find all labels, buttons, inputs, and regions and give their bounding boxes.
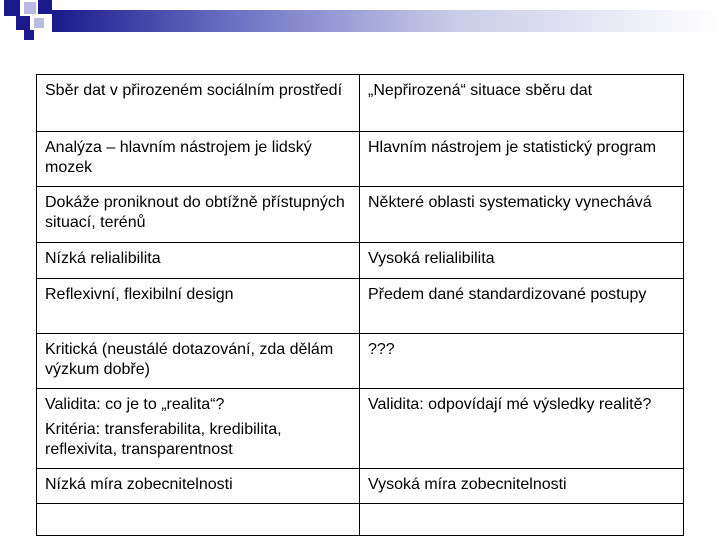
corner-square — [16, 16, 30, 30]
cell-text: Validita: odpovídají mé výsledky realitě? — [368, 396, 652, 413]
table-row — [37, 469, 684, 504]
table-row — [37, 279, 684, 334]
table-row — [37, 334, 684, 389]
right-cell — [360, 504, 684, 536]
cell-text: ??? — [368, 341, 395, 358]
cell-text: Kritéria: transferabilita, kredibilita, reflexivita, transparentnost — [45, 421, 282, 458]
cell-text: Sběr dat v přirozeném sociálním prostředí — [45, 82, 343, 99]
left-cell — [37, 132, 360, 187]
cell-text: Validita: co je to „realita“? — [45, 396, 225, 413]
right-cell — [360, 389, 684, 469]
cell-text: Reflexivní, flexibilní design — [45, 286, 234, 303]
corner-square — [24, 2, 36, 14]
decorative-corner-squares — [0, 0, 60, 40]
cell-text: Vysoká relialibilita — [368, 250, 495, 267]
cell-text: Vysoká míra zobecnitelnosti — [368, 476, 567, 493]
cell-text: Hlavním nástrojem je statistický program — [368, 139, 657, 156]
cell-text: Kritická (neustálé dotazování, zda dělám výzkum dobře) — [45, 341, 334, 378]
cell-text: Nízká relialibilita — [45, 250, 161, 267]
cell-text: Předem dané standardizované postupy — [368, 286, 647, 303]
cell-text: Některé oblasti systematicky vynechává — [368, 194, 652, 211]
right-cell — [360, 279, 684, 334]
corner-square — [38, 0, 52, 14]
table-row — [37, 389, 684, 469]
right-cell — [360, 75, 684, 132]
left-cell — [37, 187, 360, 243]
table-row — [37, 187, 684, 243]
header-gradient-band — [52, 10, 720, 32]
cell-text: Analýza – hlavním nástrojem je lidský mozek — [45, 139, 312, 176]
left-cell — [37, 243, 360, 279]
left-cell — [37, 334, 360, 389]
cell-text: Nízká míra zobecnitelnosti — [45, 476, 233, 493]
table-row — [37, 504, 684, 536]
comparison-table — [36, 74, 684, 536]
cell-text: „Nepřirozená“ situace sběru dat — [368, 82, 593, 99]
right-cell — [360, 243, 684, 279]
left-cell — [37, 469, 360, 504]
table-row — [37, 75, 684, 132]
corner-square — [4, 0, 20, 16]
cell-text: Dokáže proniknout do obtížně přístupných situací, terénů — [45, 194, 345, 231]
corner-square — [34, 18, 44, 28]
corner-square — [24, 30, 34, 40]
table-row — [37, 243, 684, 279]
left-cell — [37, 75, 360, 132]
right-cell — [360, 469, 684, 504]
right-cell — [360, 132, 684, 187]
table-row — [37, 132, 684, 187]
left-cell — [37, 504, 360, 536]
left-cell — [37, 279, 360, 334]
right-cell — [360, 334, 684, 389]
right-cell — [360, 187, 684, 243]
left-cell — [37, 389, 360, 469]
